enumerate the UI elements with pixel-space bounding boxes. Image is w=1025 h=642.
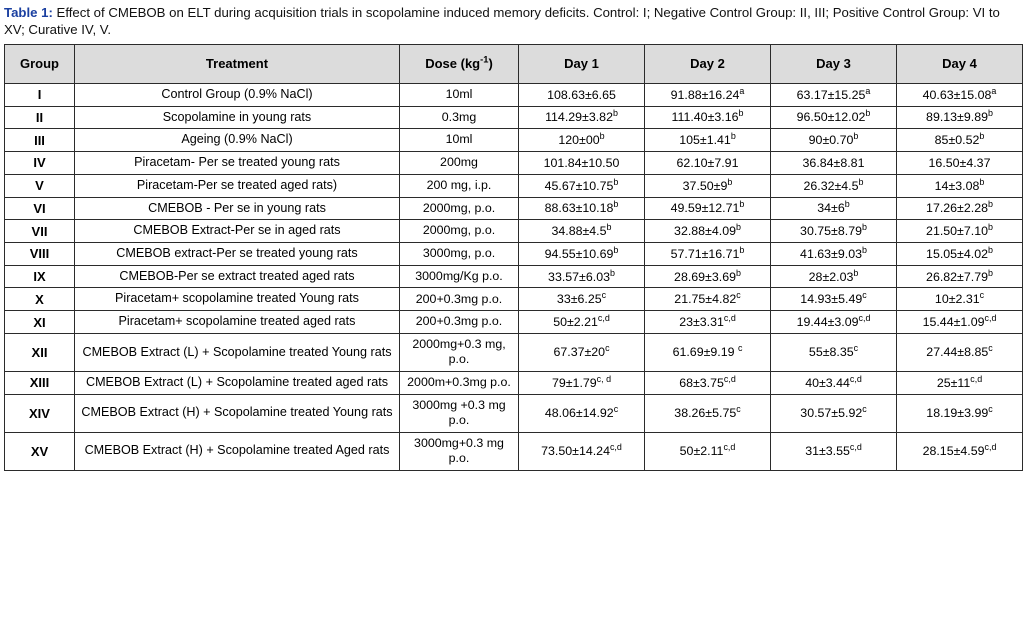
cell-day2-text: 49.59±12.71 (670, 201, 740, 216)
table-caption (4, 4, 1023, 39)
cell-day3 (771, 371, 897, 394)
cell-treatment (75, 242, 400, 265)
cell-day4 (897, 220, 1023, 243)
cell-day3-superscript: b (853, 267, 859, 278)
cell-day2 (645, 129, 771, 152)
cell-day3-superscript: b (861, 244, 867, 255)
cell-day3-superscript: b (853, 131, 859, 142)
cell-day2-superscript: c,d (723, 312, 736, 323)
cell-day1 (519, 106, 645, 129)
cell-day3-superscript: c,d (849, 373, 862, 384)
cell-day4-text: 28.15±4.59 (922, 444, 985, 459)
cell-day3-text: 63.17±15.25 (796, 87, 866, 102)
cell-day1-text: 73.50±14.24 (541, 444, 610, 459)
table-header (5, 44, 1023, 83)
cell-day2-superscript: b (727, 176, 733, 187)
cell-day1-text: 94.55±10.69 (544, 246, 614, 261)
cell-day4-superscript: a (991, 85, 997, 96)
cell-group-text: IX (33, 269, 46, 285)
cell-treatment (75, 83, 400, 106)
cell-dose (400, 311, 519, 334)
cell-group-text: XII (31, 344, 48, 360)
cell-dose (400, 83, 519, 106)
cell-day3 (771, 288, 897, 311)
cell-day1 (519, 242, 645, 265)
cell-day3-text: 31±3.55 (805, 444, 850, 459)
cell-day2-text: 23±3.31 (679, 315, 724, 330)
cell-day4-text: 27.44±8.85 (926, 345, 989, 360)
cell-dose-text: 3000mg+0.3 mg p.o. (414, 435, 504, 466)
cell-day4-superscript: b (987, 267, 993, 278)
cell-day4-text: 26.82±7.79 (926, 269, 988, 284)
cell-dose-text: 2000mg, p.o. (422, 223, 496, 238)
cell-day3-superscript: c,d (849, 442, 862, 453)
cell-day4 (897, 311, 1023, 334)
cell-treatment-text: Piracetam+ scopolamine treated Young rats (115, 291, 359, 306)
cell-dose-text: 10ml (445, 132, 473, 147)
cell-treatment (75, 394, 400, 432)
cell-day4-text: 40.63±15.08 (922, 87, 992, 102)
cell-treatment-text: CMEBOB extract-Per se treated young rats (116, 245, 358, 260)
cell-day1 (519, 220, 645, 243)
cell-day2-superscript: c (736, 404, 741, 415)
cell-group (5, 311, 75, 334)
cell-day3 (771, 432, 897, 470)
cell-day3 (771, 174, 897, 197)
cell-day2-text: 105±1.41 (679, 133, 731, 148)
cell-day4-text: 21.50±7.10 (926, 224, 988, 239)
cell-day1-superscript: b (613, 244, 619, 255)
cell-treatment (75, 129, 400, 152)
cell-group (5, 83, 75, 106)
cell-day1 (519, 333, 645, 371)
cell-day1-text: 33±6.25 (556, 292, 602, 307)
cell-treatment (75, 106, 400, 129)
cell-day3 (771, 220, 897, 243)
cell-day3-text: 34±6 (817, 201, 845, 216)
cell-group-text: XIV (29, 405, 50, 421)
cell-day3 (771, 152, 897, 175)
cell-group (5, 220, 75, 243)
cell-day3-superscript: a (865, 85, 871, 96)
cell-day1-superscript: b (613, 199, 619, 210)
cell-day1-text: 101.84±10.50 (543, 155, 620, 170)
cell-dose (400, 106, 519, 129)
cell-group-text: IV (33, 155, 46, 171)
cell-treatment (75, 371, 400, 394)
cell-day3-text: 96.50±12.02 (796, 110, 866, 125)
dose-header-sup: -1 (480, 55, 489, 66)
cell-group (5, 242, 75, 265)
cell-day4-superscript: b (987, 108, 993, 119)
cell-dose-text: 2000mg, p.o. (422, 200, 496, 215)
cell-day3-superscript: b (865, 108, 871, 119)
cell-treatment-text: CMEBOB Extract (L) + Scopolamine treated aged rats (85, 374, 389, 389)
cell-day4-superscript: b (987, 221, 993, 232)
cell-group-text: III (34, 132, 45, 148)
cell-group (5, 174, 75, 197)
cell-day1 (519, 174, 645, 197)
cell-day3 (771, 242, 897, 265)
cell-day2 (645, 394, 771, 432)
cell-day3-superscript: b (858, 176, 864, 187)
cell-treatment (75, 174, 400, 197)
cell-day4-superscript: b (979, 131, 985, 142)
cell-day1-superscript: b (612, 108, 618, 119)
cell-day1-superscript: b (613, 176, 619, 187)
cell-dose (400, 394, 519, 432)
table-row (5, 288, 1023, 311)
cell-day1 (519, 83, 645, 106)
cell-group-text: VI (33, 200, 46, 216)
cell-day2-superscript: c,d (723, 442, 736, 453)
cell-day2 (645, 83, 771, 106)
cell-day2 (645, 333, 771, 371)
cell-day2 (645, 242, 771, 265)
cell-group-text: X (35, 291, 44, 307)
cell-day4-superscript: b (987, 244, 993, 255)
cell-dose (400, 265, 519, 288)
cell-day2-superscript: b (738, 108, 744, 119)
cell-dose-text: 200 mg, i.p. (426, 177, 492, 192)
cell-day4-text: 14±3.08 (934, 178, 980, 193)
cell-day4-text: 17.26±2.28 (926, 201, 988, 216)
cell-day1 (519, 432, 645, 470)
column-header-group: Group (5, 44, 75, 83)
cell-dose (400, 432, 519, 470)
cell-day1-text: 34.88±4.5 (551, 224, 607, 239)
cell-day2 (645, 371, 771, 394)
cell-day1-text: 50±2.21 (553, 315, 598, 330)
cell-day3-text: 30.75±8.79 (800, 224, 862, 239)
cell-dose-text: 2000m+0.3mg p.o. (407, 375, 511, 390)
cell-day4-text: 18.19±3.99 (926, 406, 989, 421)
cell-day4-text: 25±11 (936, 375, 971, 390)
cell-day2-text: 111.40±3.16 (671, 110, 739, 125)
table-row (5, 242, 1023, 265)
cell-day3-text: 40±3.44 (805, 375, 850, 390)
cell-day3-superscript: c (862, 404, 867, 415)
cell-treatment-text: CMEBOB - Per se in young rats (148, 200, 326, 215)
cell-day1 (519, 152, 645, 175)
cell-day4 (897, 174, 1023, 197)
cell-dose (400, 129, 519, 152)
cell-day1 (519, 288, 645, 311)
cell-day1 (519, 371, 645, 394)
cell-day2-text: 32.88±4.09 (674, 224, 736, 239)
cell-day3-text: 41.63±9.03 (800, 246, 862, 261)
results-table (4, 44, 1023, 471)
cell-group-text: V (35, 178, 44, 194)
cell-group-text: XIII (29, 375, 50, 391)
cell-day3 (771, 394, 897, 432)
cell-treatment (75, 288, 400, 311)
cell-dose-text: 0.3mg (441, 109, 477, 124)
cell-day4 (897, 371, 1023, 394)
cell-day2-superscript: b (739, 244, 745, 255)
cell-day1-superscript: c (601, 290, 607, 301)
cell-day2-text: 57.71±16.71 (670, 246, 740, 261)
cell-day2-text: 28.69±3.69 (674, 269, 736, 284)
cell-group (5, 288, 75, 311)
cell-day4-superscript: c (988, 343, 993, 354)
cell-group (5, 152, 75, 175)
cell-day1-text: 45.67±10.75 (544, 178, 614, 193)
cell-treatment (75, 311, 400, 334)
cell-dose-text: 200mg (440, 155, 478, 170)
cell-day3-text: 14.93±5.49 (800, 292, 863, 307)
cell-day2-text: 21.75±4.82 (674, 292, 737, 307)
table-row (5, 129, 1023, 152)
cell-day3 (771, 311, 897, 334)
cell-day3-text: 36.84±8.81 (802, 155, 865, 170)
cell-treatment (75, 265, 400, 288)
cell-day2 (645, 152, 771, 175)
cell-day1-superscript: b (609, 267, 615, 278)
cell-day3 (771, 265, 897, 288)
cell-group (5, 197, 75, 220)
table-row (5, 394, 1023, 432)
cell-day3-superscript: c (862, 290, 867, 301)
cell-treatment-text: Piracetam- Per se treated young rats (134, 155, 340, 170)
cell-group (5, 371, 75, 394)
cell-day4 (897, 106, 1023, 129)
cell-day4 (897, 83, 1023, 106)
cell-day3-text: 26.32±4.5 (803, 178, 859, 193)
cell-dose-text: 2000mg+0.3 mg, p.o. (412, 336, 506, 367)
cell-day4-text: 15.44±1.09 (922, 315, 985, 330)
table-header-row (5, 44, 1023, 83)
table-caption-text: Effect of CMEBOB on ELT during acquisition trials in scopolamine induced memory deficits. Control: I; Negative Control Group: II, III; Positive Control Group: VI to XV; Curative IV, V. (4, 5, 1000, 38)
column-header-dose (400, 44, 519, 83)
table-caption-label: Table 1: (4, 5, 53, 20)
cell-day1 (519, 311, 645, 334)
dose-header-tail: ) (488, 56, 493, 72)
cell-day3-superscript: b (861, 221, 867, 232)
table-row (5, 432, 1023, 470)
cell-day2-superscript: b (735, 267, 741, 278)
cell-day2-text: 50±2.11 (679, 444, 724, 459)
cell-day2-text: 62.10±7.91 (676, 155, 739, 170)
cell-day1 (519, 394, 645, 432)
cell-dose (400, 333, 519, 371)
cell-group (5, 106, 75, 129)
cell-group-text: I (37, 87, 42, 103)
cell-day3-superscript: c,d (858, 312, 871, 323)
column-header-treatment: Treatment (75, 44, 400, 83)
cell-day3 (771, 83, 897, 106)
cell-group (5, 432, 75, 470)
cell-day1-text: 120±00 (558, 133, 600, 148)
cell-day3 (771, 106, 897, 129)
cell-group (5, 129, 75, 152)
column-header-day4: Day 4 (897, 44, 1023, 83)
cell-treatment-text: Scopolamine in young rats (162, 109, 312, 124)
cell-day4 (897, 242, 1023, 265)
cell-group (5, 265, 75, 288)
cell-dose (400, 288, 519, 311)
table-row (5, 333, 1023, 371)
cell-day1-text: 114.29±3.82 (545, 110, 613, 125)
cell-day1 (519, 265, 645, 288)
cell-day2 (645, 220, 771, 243)
cell-dose-text: 3000mg, p.o. (422, 246, 496, 261)
cell-treatment-text: CMEBOB Extract (L) + Scopolamine treated Young rats (82, 344, 392, 359)
cell-group-text: XI (33, 314, 46, 330)
cell-day1 (519, 197, 645, 220)
cell-group-text: VII (31, 223, 48, 239)
cell-day3-text: 28±2.03 (808, 269, 854, 284)
table-body (5, 83, 1023, 470)
column-header-day3: Day 3 (771, 44, 897, 83)
cell-day2-superscript: b (735, 221, 741, 232)
cell-day4-text: 10±2.31 (934, 292, 980, 307)
cell-day4 (897, 152, 1023, 175)
cell-day1 (519, 129, 645, 152)
cell-day1-superscript: c (605, 343, 610, 354)
cell-day3-text: 55±8.35 (808, 345, 854, 360)
cell-day4-superscript: b (987, 199, 993, 210)
cell-day4-superscript: c (988, 404, 993, 415)
cell-day4 (897, 129, 1023, 152)
cell-day1-text: 88.63±10.18 (544, 201, 614, 216)
cell-day2 (645, 432, 771, 470)
cell-day1-text: 48.06±14.92 (544, 406, 614, 421)
cell-day2-superscript: b (730, 131, 736, 142)
cell-treatment (75, 432, 400, 470)
cell-dose-text: 3000mg/Kg p.o. (415, 268, 503, 283)
cell-day1-text: 79±1.79 (551, 375, 597, 390)
dose-header-main: Dose (kg (425, 56, 481, 72)
cell-day2-text: 37.50±9 (682, 178, 728, 193)
cell-day4-superscript: c,d (970, 373, 983, 384)
cell-day2-superscript: a (739, 85, 745, 96)
cell-dose-text: 200+0.3mg p.o. (415, 314, 503, 329)
table-row (5, 371, 1023, 394)
cell-day1-superscript: b (599, 131, 605, 142)
table-row (5, 265, 1023, 288)
cell-group (5, 394, 75, 432)
cell-treatment-text: CMEBOB Extract (H) + Scopolamine treated Aged rats (84, 443, 390, 458)
cell-day3 (771, 129, 897, 152)
cell-dose (400, 197, 519, 220)
cell-day2 (645, 311, 771, 334)
cell-treatment (75, 333, 400, 371)
cell-day2 (645, 174, 771, 197)
column-header-day1: Day 1 (519, 44, 645, 83)
cell-day1-text: 108.63±6.65 (547, 87, 616, 102)
cell-dose-text: 200+0.3mg p.o. (415, 291, 503, 306)
cell-treatment (75, 152, 400, 175)
cell-group-text: XV (30, 443, 49, 459)
cell-day1-superscript: b (606, 221, 612, 232)
table-row (5, 174, 1023, 197)
cell-day1-text: 67.37±20 (553, 345, 606, 360)
cell-day3 (771, 197, 897, 220)
cell-treatment-text: CMEBOB-Per se extract treated aged rats (119, 268, 355, 283)
cell-dose (400, 242, 519, 265)
cell-day4-text: 15.05±4.02 (926, 246, 988, 261)
cell-day4 (897, 288, 1023, 311)
cell-day1-text: 33.57±6.03 (548, 269, 610, 284)
cell-day2 (645, 265, 771, 288)
cell-treatment (75, 220, 400, 243)
cell-day2-superscript: c,d (723, 373, 736, 384)
cell-dose (400, 152, 519, 175)
column-header-day2: Day 2 (645, 44, 771, 83)
cell-day4-superscript: c,d (984, 442, 997, 453)
cell-treatment-text: Piracetam-Per se treated aged rats) (136, 177, 338, 192)
cell-group-text: II (35, 109, 44, 125)
cell-day4-text: 16.50±4.37 (928, 155, 991, 170)
cell-dose (400, 220, 519, 243)
cell-day4 (897, 265, 1023, 288)
cell-day2 (645, 288, 771, 311)
cell-dose-text: 10ml (445, 86, 473, 101)
cell-day2-text: 61.69±9.19 (672, 345, 738, 360)
cell-day4 (897, 394, 1023, 432)
cell-treatment-text: Control Group (0.9% NaCl) (161, 86, 313, 101)
cell-treatment-text: CMEBOB Extract-Per se in aged rats (133, 223, 341, 238)
cell-day1-superscript: c (613, 404, 619, 415)
cell-day3-text: 90±0.70 (808, 133, 854, 148)
cell-day3-superscript: b (844, 199, 850, 210)
cell-dose (400, 174, 519, 197)
cell-group (5, 333, 75, 371)
cell-day2 (645, 106, 771, 129)
cell-day3-text: 30.57±5.92 (800, 406, 863, 421)
cell-day2-text: 91.88±16.24 (670, 87, 740, 102)
cell-day4-superscript: b (979, 176, 985, 187)
cell-day2-text: 38.26±5.75 (674, 406, 737, 421)
cell-treatment (75, 197, 400, 220)
table-row (5, 106, 1023, 129)
cell-treatment-text: Piracetam+ scopolamine treated aged rats (118, 314, 356, 329)
cell-day3-superscript: c (853, 343, 859, 354)
cell-day4-text: 85±0.52 (934, 133, 980, 148)
cell-day2-superscript: c (737, 343, 743, 354)
cell-day3-text: 19.44±3.09 (796, 315, 859, 330)
cell-day4-superscript: c,d (984, 312, 997, 323)
cell-group-text: VIII (29, 246, 50, 262)
cell-day4 (897, 432, 1023, 470)
cell-day1-superscript: c,d (609, 442, 622, 453)
table-row (5, 220, 1023, 243)
cell-dose (400, 371, 519, 394)
cell-treatment-text: CMEBOB Extract (H) + Scopolamine treated Young rats (81, 405, 393, 420)
table-row (5, 152, 1023, 175)
cell-day2-superscript: b (739, 199, 745, 210)
cell-day2-superscript: c (736, 290, 741, 301)
cell-day2-text: 68±3.75 (679, 375, 724, 390)
cell-day4-superscript: c (979, 290, 985, 301)
cell-day3 (771, 333, 897, 371)
cell-treatment-text: Ageing (0.9% NaCl) (181, 132, 293, 147)
table-row (5, 197, 1023, 220)
cell-day4 (897, 333, 1023, 371)
table-row (5, 311, 1023, 334)
cell-day1-superscript: c, d (596, 373, 612, 384)
cell-day1-superscript: c,d (597, 312, 610, 323)
cell-day2 (645, 197, 771, 220)
cell-day4-text: 89.13±9.89 (926, 110, 988, 125)
table-row (5, 83, 1023, 106)
cell-day4 (897, 197, 1023, 220)
cell-dose-text: 3000mg +0.3 mg p.o. (412, 397, 506, 428)
